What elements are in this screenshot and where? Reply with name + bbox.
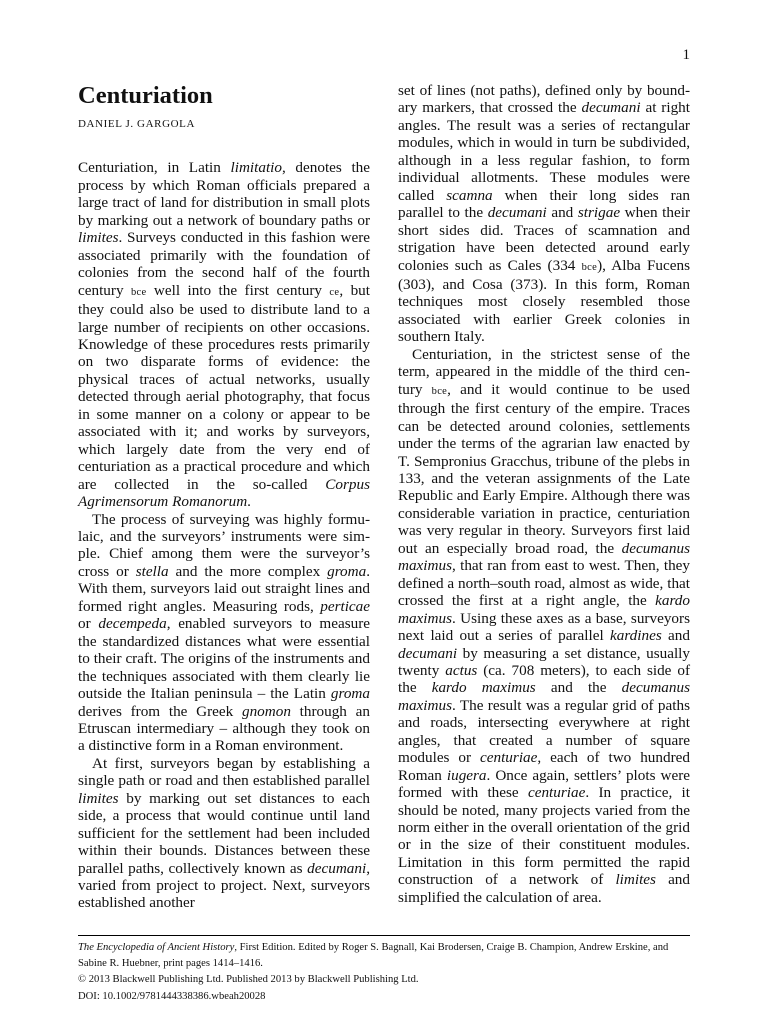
italic-term: limites xyxy=(615,871,656,889)
italic-term: iugera xyxy=(446,766,487,784)
italic-term: limitatio xyxy=(230,159,282,177)
italic-term: groma xyxy=(327,562,367,580)
left-column xyxy=(78,82,370,912)
era-abbreviation: bce xyxy=(130,286,147,298)
italic-term: gnomon xyxy=(241,702,291,720)
italic-term: Corpus Agrimensorum Romanorum xyxy=(78,475,370,511)
text-run: , varied from project to project. Next, surveyors established another xyxy=(78,859,370,912)
body-paragraph-1 xyxy=(78,159,370,510)
italic-term: decumani xyxy=(307,859,367,877)
italic-term: decempeda xyxy=(98,615,167,633)
text-run: and xyxy=(546,204,578,222)
text-run: and the more complex xyxy=(168,562,328,580)
page-number: 1 xyxy=(682,47,690,63)
text-run: derives from the Greek xyxy=(78,702,242,720)
italic-term: centuriae xyxy=(480,749,538,767)
text-run: Centuriation, in the strictest sense of the term, appeared in the middle of the third century xyxy=(398,345,690,398)
footer xyxy=(78,940,690,1005)
text-run: through an Etruscan intermediary – although they took on a distinctive form in a Roman environment. xyxy=(78,702,370,755)
body-paragraph-2 xyxy=(78,511,370,755)
italic-term: kardo maximus xyxy=(398,592,690,627)
text-run: . xyxy=(247,493,251,511)
italic-term: decumani xyxy=(398,644,458,662)
text-run: . In practice, it should be noted, many projects varied from the norm either in the overall orientation of the grid or in the size of their constituent modules. Limitation in this form permitted the rapid construction of a network of xyxy=(398,784,690,889)
era-abbreviation: bce xyxy=(581,261,598,273)
article-author: DANIEL J. GARGOLA xyxy=(78,118,196,130)
text-run: . Using these axes as a base, surveyors next laid out a series of parallel xyxy=(398,609,690,645)
text-run: and the xyxy=(535,679,622,697)
text-run: , enabled surveyors to measure the standardized distances what were essential to their craft. The origins of the instruments and the techniques associated with them clearly lie outside the Italian peninsula – the Latin xyxy=(78,615,371,703)
text-run: at right angles. The result was a series of rectangular modules, which in would in turn be subdivided, although in a less regular fashion, to form individual allotments. These modules were called xyxy=(398,99,690,204)
italic-term: groma xyxy=(330,685,370,703)
body-paragraph-3b xyxy=(398,82,690,346)
text-run: At first, surveyors began by establishing a single path or road and then established parallel xyxy=(78,754,370,790)
italic-term: strigae xyxy=(577,204,621,222)
article-title: Centuriation xyxy=(78,82,213,109)
footer-citation xyxy=(78,940,690,972)
text-run: , each of two hundred Roman xyxy=(398,749,690,784)
italic-term: decumanus maximus xyxy=(398,539,690,575)
text-run: , denotes the process by which Roman officials prepared a large tract of land for distribution in small plots by marking out a network of boundary paths or xyxy=(78,159,370,229)
italic-term: decumanus maximus xyxy=(398,679,690,714)
text-run: . Once again, settlers’ plots were formed with these xyxy=(398,766,690,802)
italic-term: limites xyxy=(78,229,119,247)
italic-term: decumani xyxy=(581,99,641,117)
text-run: ), Alba Fucens (303), and Cosa (373). In this form, Roman techniques most closely resembled those associated with earlier Greek colonies in southern Italy. xyxy=(398,256,690,346)
text-run: by measuring a set distance, usually twenty xyxy=(398,644,690,679)
body-paragraph-4 xyxy=(398,346,690,907)
era-abbreviation: ce xyxy=(329,286,340,298)
text-run: , that ran from east to west. Then, they defined a north–south road, almost as wide, that crossed the first at a right angle, the xyxy=(398,557,690,610)
italic-term: kardines xyxy=(610,627,662,645)
footer-copyright: © 2013 Blackwell Publishing Ltd. Published 2013 by Blackwell Publishing Ltd. xyxy=(78,974,419,986)
text-run: (ca. 708 meters), to each side of the xyxy=(398,661,690,697)
italic-term: limites xyxy=(78,789,119,807)
footer-doi: DOI: 10.1002/9781444338386.wbeah20028 xyxy=(78,990,266,1002)
era-abbreviation: bce xyxy=(431,385,448,397)
text-run: . With them, surveyors laid out straight lines and formed right angles. Measuring rods, xyxy=(78,562,371,615)
text-run: or xyxy=(78,615,99,633)
text-run: well into the first century xyxy=(146,281,330,299)
italic-term: centuriae xyxy=(527,784,586,802)
italic-term: The Encyclopedia of Ancient History xyxy=(78,942,235,953)
italic-term: scamna xyxy=(446,186,493,204)
text-run: The process of surveying was highly formulaic, and the surveyors’ instruments were simple. Chief among them were the surveyor’s cross or xyxy=(78,510,370,580)
text-run: and simplified the calculation of area. xyxy=(398,871,690,906)
text-run: and xyxy=(661,627,690,645)
text-run: . Surveys conducted in this fashion were associated primarily with the foundation of colonies from the second half of the fourth century xyxy=(78,229,370,299)
text-run: set of lines (not paths), defined only by boundary markers, that crossed the xyxy=(398,82,690,117)
text-run: when their short sides did. Traces of scamnation and strigation have been detected around early colonies such as Cales (334 xyxy=(398,204,690,274)
text-run: Centuriation, in Latin xyxy=(78,159,231,177)
italic-term: kardo maximus xyxy=(431,679,536,697)
text-run: , but they could also be used to distribute land to a large number of recipients on other occasions. Knowledge of these procedures rests primarily on two disparate forms of evidence: the physical traces of actual networks, usually detected through aerial photography, that focus in some manner on a colony or appear to be associated with it; and works by surveyors, which largely date from the very end of centuriation as a practical procedure and which are collected in the so-called xyxy=(78,281,370,493)
text-run: when their long sides ran parallel to the xyxy=(398,186,690,222)
text-run: . The result was a regular grid of paths and roads, intersecting everywhere at right angles, that created a number of square modules or xyxy=(398,696,690,767)
right-column xyxy=(398,82,690,906)
italic-term: actus xyxy=(445,661,478,679)
text-run: , and it would continue to be used through the first century of the empire. Traces can be detected around colonies, settlements under the terms of the agrarian law enacted by T. Sempronius Gracchus, tribune of the plebs in 133, and the veteran assignments of the Late Republic and Early Empire. Although there was considerable variation in practice, centuriation was very regular in theory. Surveyors first laid out an especially broad road, the xyxy=(398,380,690,557)
text-run: , First Edition. Edited by Roger S. Bagnall, Kai Brodersen, Craige B. Champion, Andrew Erskine, and Sabine R. Huebner, print pages 1414–1416. xyxy=(78,942,669,970)
italic-term: stella xyxy=(135,562,169,580)
italic-term: decumani xyxy=(487,204,547,222)
italic-term: perticae xyxy=(320,597,370,615)
text-run: by marking out set distances to each side, a process that would continue until land sufficient for the settlement had been included within their bounds. Distances between these parallel paths, collectively known as xyxy=(78,789,370,877)
body-paragraph-3a xyxy=(78,755,370,912)
footer-rule xyxy=(78,935,690,936)
